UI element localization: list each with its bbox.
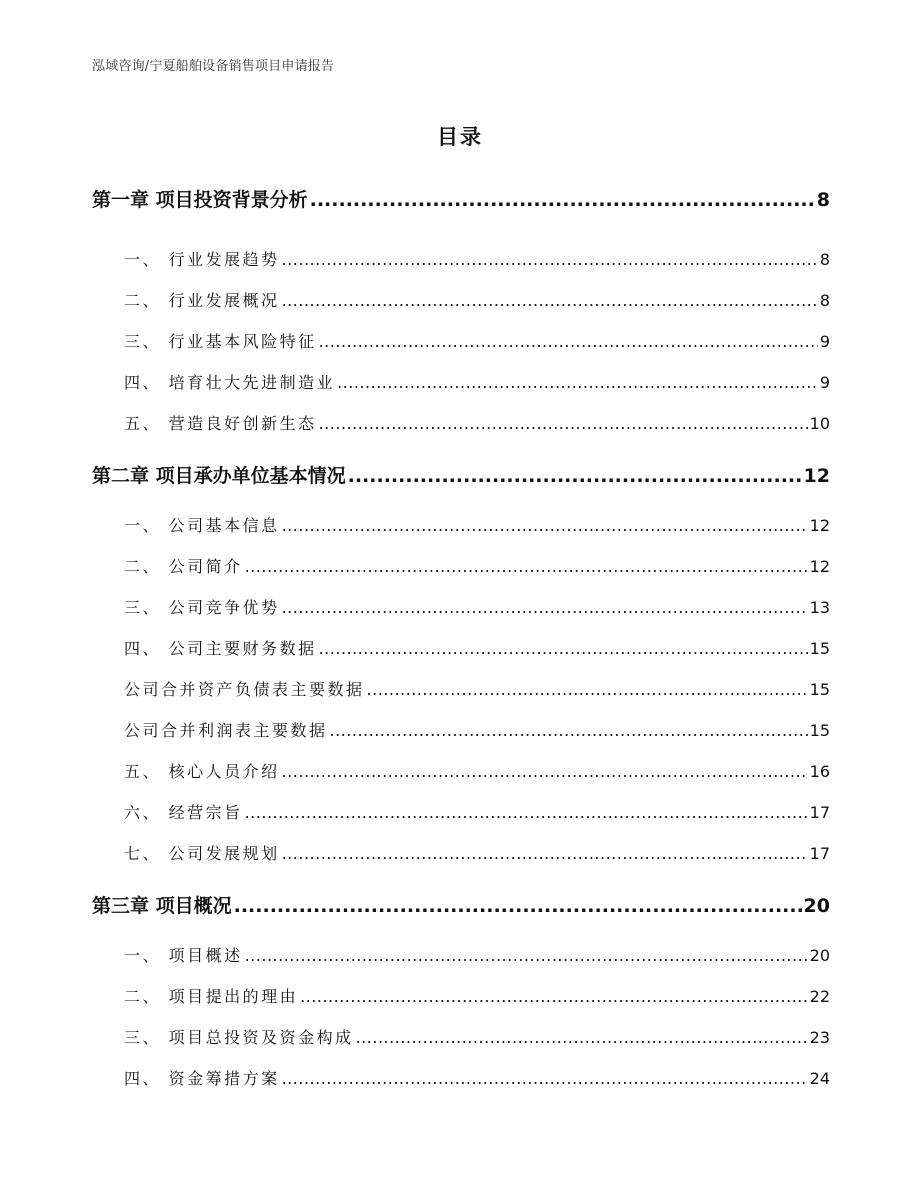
toc-chapter-3[interactable] (92, 891, 830, 918)
toc-page-number: 24 (809, 1069, 830, 1088)
toc-entry-text: 公司合并资产负债表主要数据 (124, 680, 365, 699)
toc-page-number: 15 (809, 639, 830, 658)
toc-page-number: 12 (809, 516, 830, 535)
toc-leader-dots (245, 946, 808, 965)
toc-page-number: 15 (809, 721, 830, 740)
toc-leader-dots (245, 557, 808, 576)
toc-entry-text: 四、 培育壮大先进制造业 (124, 373, 336, 392)
toc-entry-text: 三、 行业基本风险特征 (124, 332, 317, 351)
toc-entry-text: 三、 公司竞争优势 (124, 598, 280, 617)
toc-title: 目录 (437, 125, 483, 149)
toc-section[interactable] (92, 411, 830, 434)
toc-entry-text: 公司合并利润表主要数据 (124, 721, 328, 740)
toc-entry-text: 第二章 项目承办单位基本情况 (92, 465, 346, 487)
toc-entry-text: 六、 经营宗旨 (124, 803, 243, 822)
toc-section[interactable] (92, 288, 830, 311)
toc-leader-dots (319, 332, 818, 351)
toc-leader-dots (282, 844, 808, 863)
toc-leader-dots (282, 762, 808, 781)
toc-entry-text: 第三章 项目概况 (92, 895, 232, 917)
toc-section[interactable] (92, 841, 830, 864)
toc-leader-dots (319, 414, 808, 433)
toc-page-number: 23 (809, 1028, 830, 1047)
toc-leader-dots (282, 516, 808, 535)
toc-entry-text: 三、 项目总投资及资金构成 (124, 1028, 354, 1047)
toc-entry-text: 七、 公司发展规划 (124, 844, 280, 863)
toc-leader-dots (330, 721, 808, 740)
toc-entry-text: 二、 项目提出的理由 (124, 987, 299, 1006)
toc-leader-dots (300, 987, 808, 1006)
toc-page-number: 12 (803, 465, 830, 487)
toc-section[interactable] (92, 247, 830, 270)
toc-leader-dots (319, 639, 808, 658)
toc-entry-text: 二、 行业发展概况 (124, 291, 280, 310)
toc-section[interactable] (92, 759, 830, 782)
toc-section[interactable] (92, 595, 830, 618)
toc-page-number: 8 (819, 291, 830, 310)
toc-entry-text: 五、 营造良好创新生态 (124, 414, 317, 433)
toc-leader-dots (356, 1028, 808, 1047)
toc-chapter-2[interactable] (92, 461, 830, 488)
toc-page-number: 12 (809, 557, 830, 576)
toc-page-number: 20 (803, 895, 830, 917)
toc-leader-dots (282, 1069, 808, 1088)
toc-page-number: 22 (809, 987, 830, 1006)
toc-page-number: 8 (816, 189, 830, 211)
toc-section[interactable] (92, 370, 830, 393)
document-header: 泓域咨询/宁夏船舶设备销售项目申请报告 (92, 59, 335, 74)
toc-section[interactable] (92, 1025, 830, 1048)
toc-section[interactable] (92, 329, 830, 352)
toc-leader-dots (367, 680, 808, 699)
toc-section[interactable] (92, 636, 830, 659)
toc-leader-dots (282, 250, 818, 269)
toc-page-number: 16 (809, 762, 830, 781)
toc-entry-text: 四、 公司主要财务数据 (124, 639, 317, 658)
toc-page-number: 20 (809, 946, 830, 965)
toc-section[interactable] (92, 1066, 830, 1089)
toc-leader-dots (337, 373, 818, 392)
toc-page-number: 9 (819, 332, 830, 351)
toc-page-number: 8 (819, 250, 830, 269)
toc-subsection[interactable] (92, 677, 830, 700)
toc-entry-text: 一、 行业发展趋势 (124, 250, 280, 269)
toc-section[interactable] (92, 943, 830, 966)
toc-leader-dots (282, 291, 818, 310)
toc-entry-text: 第一章 项目投资背景分析 (92, 189, 308, 211)
toc-entry-text: 五、 核心人员介绍 (124, 762, 280, 781)
toc-section[interactable] (92, 554, 830, 577)
toc-section[interactable] (92, 984, 830, 1007)
toc-page-number: 10 (809, 414, 830, 433)
toc-page-number: 17 (809, 844, 830, 863)
toc-section[interactable] (92, 800, 830, 823)
toc-entry-text: 四、 资金筹措方案 (124, 1069, 280, 1088)
toc-leader-dots (282, 598, 808, 617)
toc-entry-text: 一、 项目概述 (124, 946, 243, 965)
toc-page-number: 9 (819, 373, 830, 392)
toc-subsection[interactable] (92, 718, 830, 741)
toc-leader-dots (234, 895, 802, 917)
toc-page-number: 17 (809, 803, 830, 822)
toc-page-number: 13 (809, 598, 830, 617)
toc-leader-dots (245, 803, 808, 822)
toc-entry-text: 一、 公司基本信息 (124, 516, 280, 535)
toc-leader-dots (348, 465, 802, 487)
toc-leader-dots (310, 189, 815, 211)
toc-chapter-1[interactable] (92, 185, 830, 212)
toc-page-number: 15 (809, 680, 830, 699)
toc-entry-text: 二、 公司简介 (124, 557, 243, 576)
toc-section[interactable] (92, 513, 830, 536)
